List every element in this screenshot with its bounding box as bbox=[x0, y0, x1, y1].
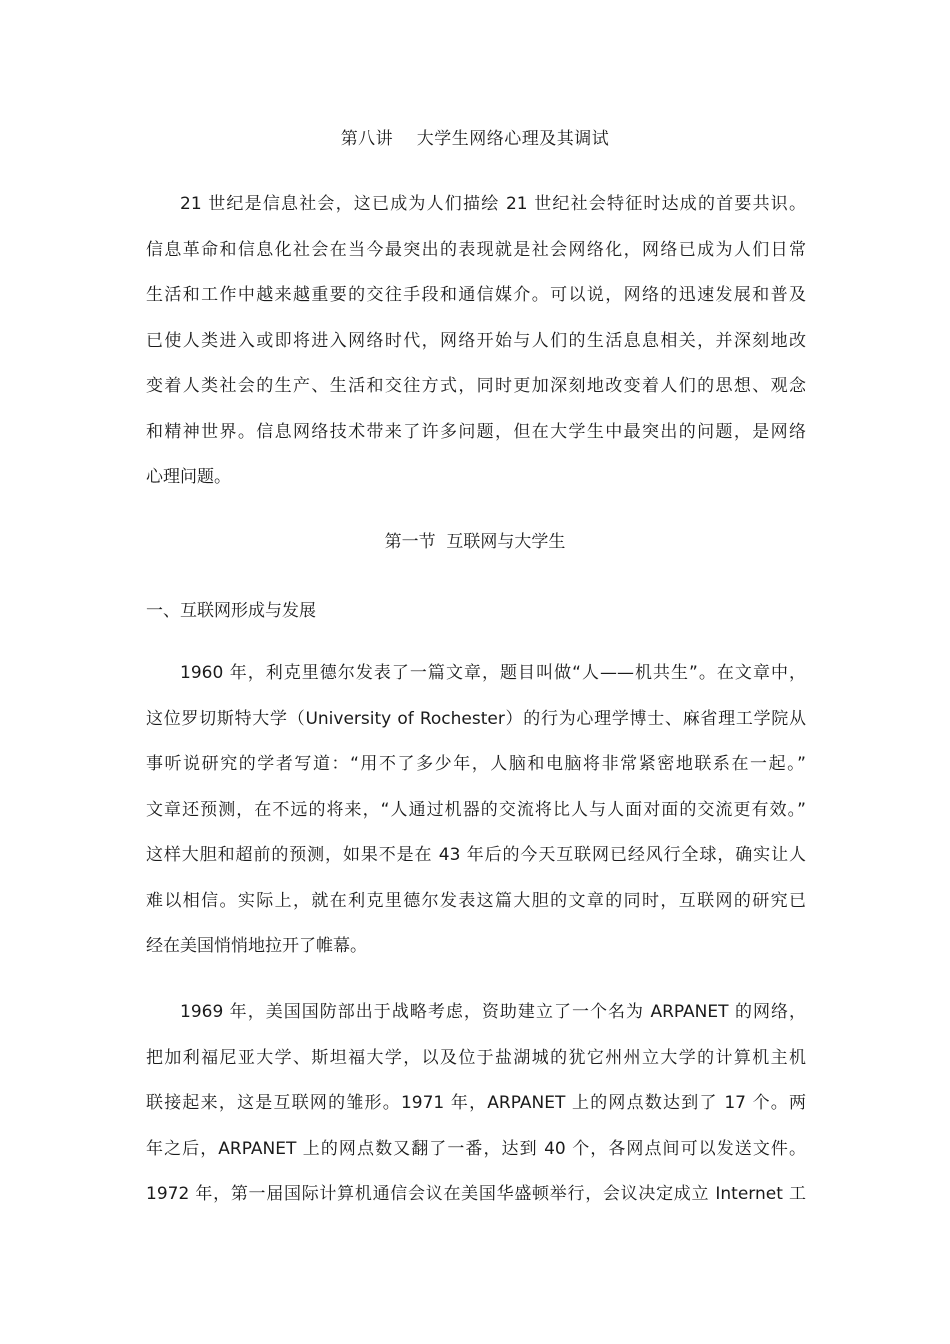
paragraph-line: 联接起来，这是互联网的雏形。1971 年，ARPANET 上的网点数达到了 17 个。两 bbox=[146, 1093, 806, 1113]
history-paragraph-2 bbox=[146, 1000, 806, 1228]
paragraph-line: 经在美国悄悄地拉开了帷幕。 bbox=[146, 936, 367, 956]
lecture-title: 第八讲 大学生网络心理及其调试 bbox=[340, 129, 610, 149]
paragraph-line: 事听说研究的学者写道：“用不了多少年，人脑和电脑将非常紧密地联系在一起。” bbox=[146, 754, 806, 774]
paragraph-line: 1969 年，美国国防部出于战略考虑，资助建立了一个名为 ARPANET 的网络， bbox=[180, 1002, 806, 1022]
paragraph-line: 1960 年，利克里德尔发表了一篇文章，题目叫做“人——机共生”。在文章中， bbox=[180, 663, 806, 683]
history-paragraph-1 bbox=[146, 661, 806, 980]
paragraph-line: 年之后，ARPANET 上的网点数又翻了一番，达到 40 个，各网点间可以发送文件。 bbox=[146, 1138, 806, 1159]
paragraph-line: 这样大胆和超前的预测，如果不是在 43 年后的今天互联网已经风行全球，确实让人 bbox=[146, 845, 806, 865]
paragraph-line: 文章还预测，在不远的将来，“人通过机器的交流将比人与人面对面的交流更有效。” bbox=[146, 799, 806, 820]
paragraph-line: 1972 年，第一届国际计算机通信会议在美国华盛顿举行，会议决定成立 Internet 工 bbox=[146, 1184, 806, 1204]
paragraph-line: 生活和工作中越来越重要的交往手段和通信媒介。可以说，网络的迅速发展和普及 bbox=[146, 285, 806, 305]
paragraph-line: 21 世纪是信息社会，这已成为人们描绘 21 世纪社会特征时达成的首要共识。 bbox=[180, 194, 806, 214]
section-title: 第一节 互联网与大学生 bbox=[384, 532, 566, 552]
paragraph-line: 信息革命和信息化社会在当今最突出的表现就是社会网络化，网络已成为人们日常 bbox=[146, 239, 806, 260]
paragraph-line: 已使人类进入或即将进入网络时代，网络开始与人们的生活息息相关，并深刻地改 bbox=[146, 330, 806, 351]
paragraph-line: 难以相信。实际上，就在利克里德尔发表这篇大胆的文章的同时，互联网的研究已 bbox=[146, 890, 806, 911]
paragraph-line: 这位罗切斯特大学（University of Rochester）的行为心理学博士、麻省理工学院从 bbox=[146, 708, 806, 729]
paragraph-line: 和精神世界。信息网络技术带来了许多问题，但在大学生中最突出的问题，是网络 bbox=[146, 421, 806, 442]
subsection-heading: 一、互联网形成与发展 bbox=[146, 601, 316, 621]
intro-paragraph bbox=[146, 192, 806, 511]
paragraph-line: 变着人类社会的生产、生活和交往方式，同时更加深刻地改变着人们的思想、观念 bbox=[146, 376, 806, 396]
paragraph-line: 心理问题。 bbox=[146, 467, 231, 487]
paragraph-line: 把加利福尼亚大学、斯坦福大学，以及位于盐湖城的犹它州州立大学的计算机主机 bbox=[146, 1047, 806, 1068]
